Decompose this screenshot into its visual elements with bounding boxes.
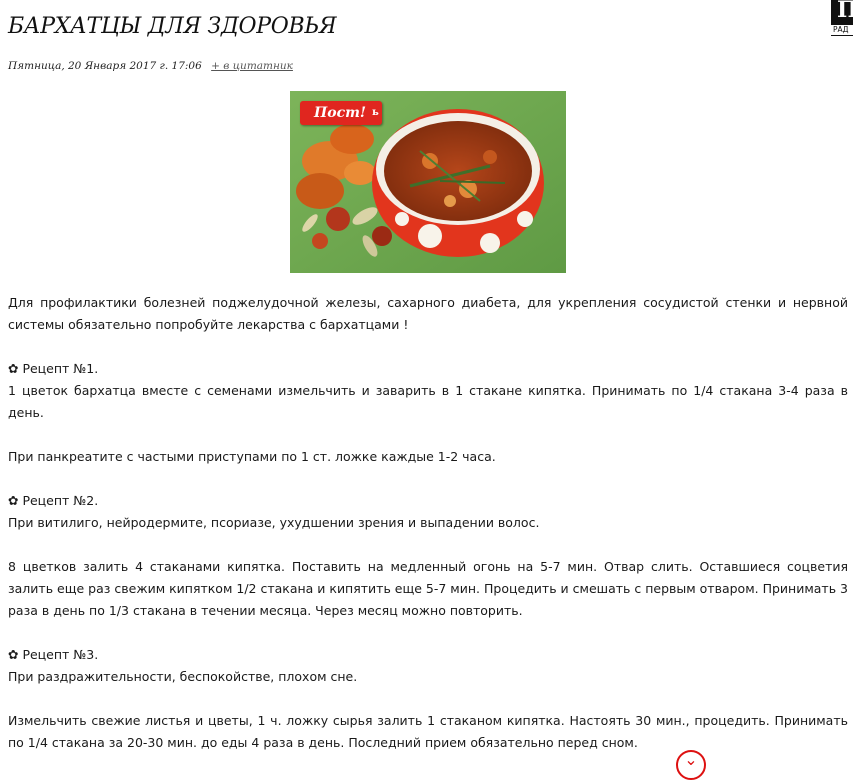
recipe-1-title: ✿ Рецепт №1. xyxy=(8,361,99,376)
scroll-down-button[interactable] xyxy=(676,750,706,780)
post-image xyxy=(290,91,566,273)
recipe-1-note: При панкреатите с частыми приступами по 1 ст. ложке каждые 1-2 часа. xyxy=(8,449,496,464)
post-meta xyxy=(8,60,293,72)
recipe-3-text: При раздражительности, беспокойстве, плохом сне. xyxy=(8,669,358,684)
recipe-2-text: При витилиго, нейродермите, псориазе, ухудшении зрения и выпадении волос. xyxy=(8,515,540,530)
recipe-3-title: ✿ Рецепт №3. xyxy=(8,647,99,662)
sticker-badge xyxy=(300,101,382,125)
logo-caption: РАД xyxy=(831,25,853,35)
recipe-3-method: Измельчить свежие листья и цветы, 1 ч. ложку сырья залить 1 стаканом кипятка. Настоять 30 мин., процедить. Принимать по 1/4 стакана за 20-30 мин. до еды 4 раза в день. Последний прием обязательно перед сном. xyxy=(8,713,848,750)
sticker-extra: ь xyxy=(372,107,379,118)
chevron-down-icon: ⌄ xyxy=(684,750,698,769)
recipe-2-title: ✿ Рецепт №2. xyxy=(8,493,99,508)
recipe-2-method: 8 цветков залить 4 стаканами кипятка. Поставить на медленный огонь на 5-7 мин. Отвар слить. Оставшиеся соцветия залить еще раз свежим кипятком 1/2 стакана и кипятить еще 5-7 мин. Процедить и смешать с первым отваром. Принимать 3 раза в день по 1/3 стакана в течении месяца. Через месяц можно повторить. xyxy=(8,559,848,618)
post-body xyxy=(8,292,848,754)
intro-paragraph: Для профилактики болезней поджелудочной железы, сахарного диабета, для укрепления сосудистой стенки и нервной системы обязательно попробуйте лекарства с бархатцами ! xyxy=(8,295,848,332)
logo-letter: П xyxy=(837,0,858,23)
post-title: БАРХАТЦЫ ДЛЯ ЗДОРОВЬЯ xyxy=(8,14,337,39)
sticker-text: Пост! xyxy=(314,105,367,121)
site-logo-badge[interactable] xyxy=(831,0,858,36)
add-to-quotes-link[interactable]: + в цитатник xyxy=(211,60,293,72)
recipe-1-text: 1 цветок бархатца вместе с семенами измельчить и заварить в 1 стакане кипятка. Принимать по 1/4 стакана 3-4 раза в день. xyxy=(8,383,848,420)
post-date: Пятница, 20 Января 2017 г. 17:06 xyxy=(8,60,202,72)
